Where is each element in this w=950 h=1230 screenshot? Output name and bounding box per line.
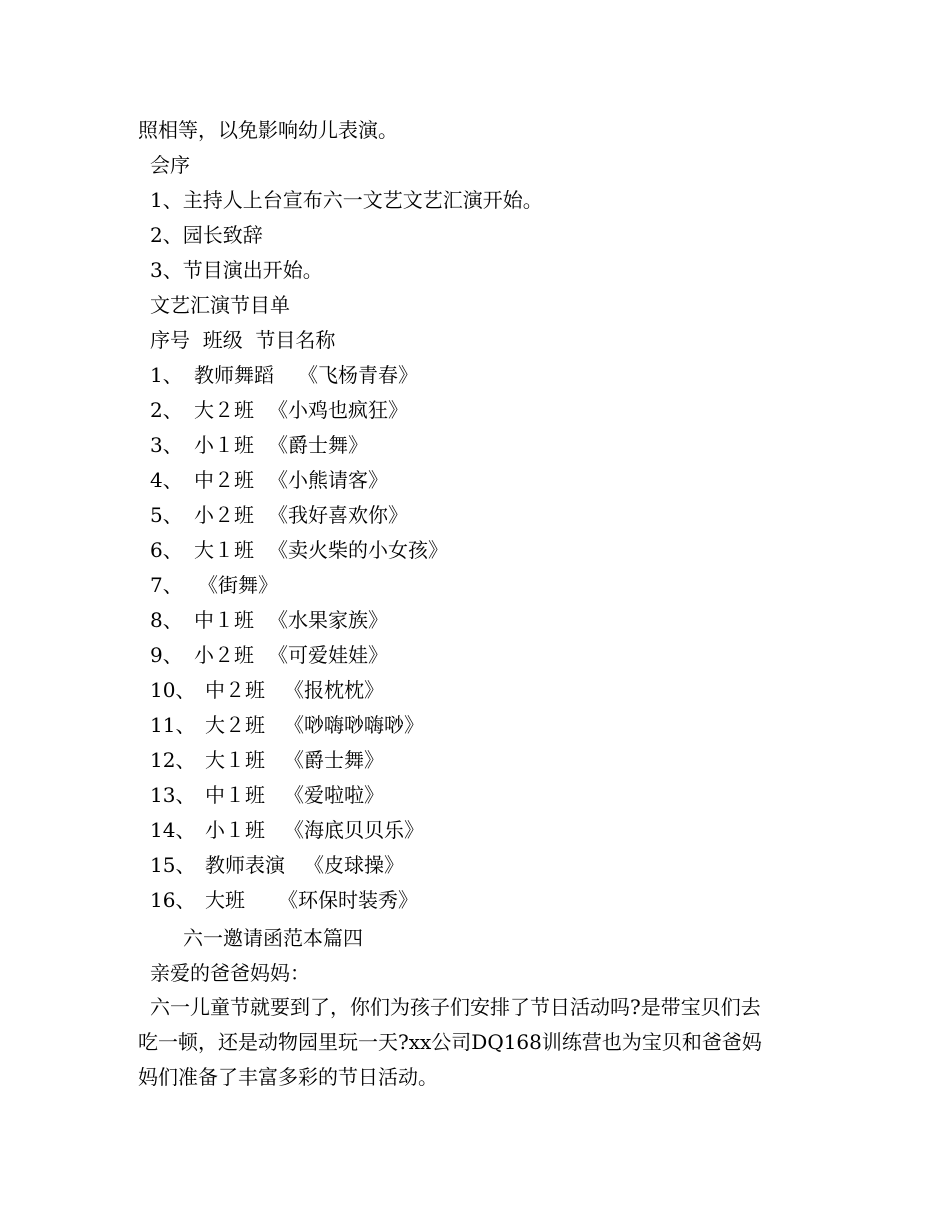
program-title: 《爵士舞》 — [268, 433, 368, 457]
program-title: 《卖火柴的小女孩》 — [268, 538, 448, 562]
program-number: 11、 — [150, 713, 196, 737]
program-class: 中２班 — [205, 678, 265, 702]
section-heading: 六一邀请函范本篇四 — [183, 926, 363, 950]
program-class: 大班 — [205, 888, 245, 912]
program-class: 小２班 — [194, 643, 254, 667]
program-class: 教师舞蹈 — [194, 363, 274, 387]
program-number: 13、 — [150, 783, 196, 807]
program-class: 大１班 — [194, 538, 254, 562]
body-paragraph — [138, 990, 818, 1095]
program-number: 4、 — [150, 468, 183, 492]
program-table-header: 序号 班级 节目名称 — [150, 328, 336, 352]
program-number: 2、 — [150, 398, 183, 422]
paragraph-row: 六一儿童节就要到了，你们为孩子们安排了节日活动吗?是带宝贝们去 — [150, 995, 761, 1019]
program-title: 《环保时装秀》 — [278, 888, 418, 912]
program-number: 16、 — [150, 888, 196, 912]
program-title: 《小熊请客》 — [268, 468, 388, 492]
program-number: 8、 — [150, 608, 183, 632]
program-title: 《爵士舞》 — [284, 748, 384, 772]
program-class: 教师表演 — [205, 853, 285, 877]
program-class: 中２班 — [194, 468, 254, 492]
program-class: 大１班 — [205, 748, 265, 772]
program-class: 中１班 — [194, 608, 254, 632]
program-title: 《我好喜欢你》 — [268, 503, 408, 527]
paragraph-row: 吃一顿，还是动物园里玩一天?xx公司DQ168训练营也为宝贝和爸爸妈 — [138, 1030, 762, 1054]
program-title: 《爱啦啦》 — [284, 783, 384, 807]
program-title: 《报枕枕》 — [284, 678, 384, 702]
program-title: 《水果家族》 — [268, 608, 388, 632]
program-title: 《唦嗨唦嗨唦》 — [284, 713, 424, 737]
order-item: 1、主持人上台宣布六一文艺文艺汇演开始。 — [150, 188, 543, 212]
program-number: 10、 — [150, 678, 196, 702]
order-item: 3、节目演出开始。 — [150, 258, 323, 282]
program-class: 中１班 — [205, 783, 265, 807]
program-title: 《飞杨青春》 — [298, 363, 418, 387]
greeting: 亲爱的爸爸妈妈： — [150, 961, 310, 985]
program-number: 12、 — [150, 748, 196, 772]
program-title: 《皮球操》 — [304, 853, 404, 877]
program-number: 14、 — [150, 818, 196, 842]
program-number: 5、 — [150, 503, 183, 527]
program-number: 1、 — [150, 363, 183, 387]
program-list-title: 文艺汇演节目单 — [150, 293, 290, 317]
program-title: 《小鸡也疯狂》 — [268, 398, 408, 422]
program-class: 小１班 — [205, 818, 265, 842]
program-class: 大２班 — [205, 713, 265, 737]
program-title: 《街舞》 — [198, 573, 278, 597]
program-class: 大２班 — [194, 398, 254, 422]
program-number: 3、 — [150, 433, 183, 457]
program-number: 9、 — [150, 643, 183, 667]
paragraph-row: 妈们准备了丰富多彩的节日活动。 — [138, 1065, 438, 1089]
text-line: 照相等，以免影响幼儿表演。 — [138, 118, 398, 142]
program-class: 小１班 — [194, 433, 254, 457]
program-number: 15、 — [150, 853, 196, 877]
program-number: 7、 — [150, 573, 183, 597]
program-title: 《海底贝贝乐》 — [284, 818, 424, 842]
section-heading-order: 会序 — [150, 153, 190, 177]
program-class: 小２班 — [194, 503, 254, 527]
program-title: 《可爱娃娃》 — [268, 643, 388, 667]
order-item: 2、园长致辞 — [150, 223, 263, 247]
program-number: 6、 — [150, 538, 183, 562]
